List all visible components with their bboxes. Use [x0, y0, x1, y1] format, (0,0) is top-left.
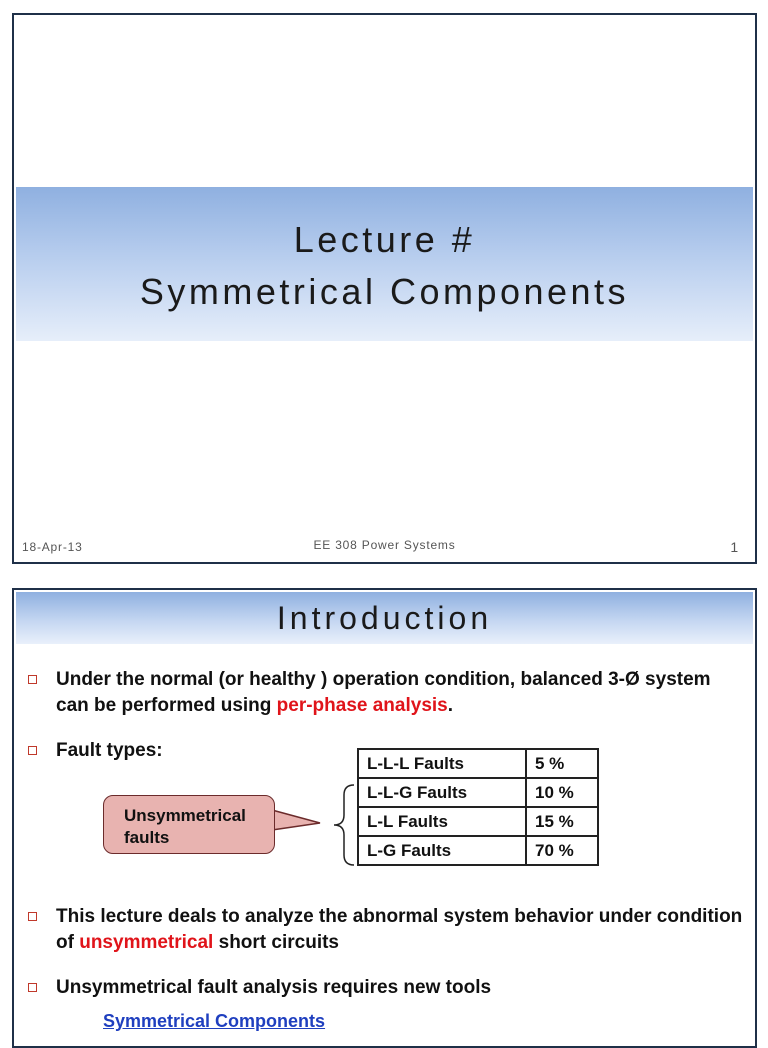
fault-type-cell: L-G Faults — [358, 836, 526, 865]
bullet-text-end: short circuits — [213, 932, 339, 953]
lecture-topic-title: Symmetrical Components — [139, 271, 630, 312]
fault-type-cell: L-L-G Faults — [358, 778, 526, 807]
footer-date: 18-Apr-13 — [22, 540, 83, 554]
bullet-text: Unsymmetrical fault analysis requires new tools — [56, 977, 492, 998]
lecture-number-title: Lecture # — [293, 219, 476, 260]
bullet-text-end: . — [447, 695, 454, 716]
highlight-unsymmetrical: unsymmetrical — [79, 932, 214, 953]
highlight-per-phase: per-phase analysis — [276, 695, 448, 716]
fault-type-cell: L-L-L Faults — [358, 749, 526, 778]
bullet-square-icon — [28, 746, 37, 755]
symmetrical-components-link[interactable]: Symmetrical Components — [103, 1011, 326, 1031]
table-row — [358, 749, 598, 778]
page-number: 1 — [730, 539, 739, 555]
slide-title: Introduction — [276, 600, 493, 636]
table-row — [358, 807, 598, 836]
fault-types-table — [357, 748, 599, 866]
title-slide — [12, 13, 757, 564]
fault-type-cell: L-L Faults — [358, 807, 526, 836]
fault-percent-cell: 15 % — [526, 807, 598, 836]
table-row — [358, 778, 598, 807]
bullet-square-icon — [28, 912, 37, 921]
unsymmetrical-faults-callout — [103, 795, 275, 854]
callout-pointer — [272, 810, 320, 830]
bullet-text: This lecture deals to analyze the abnormal system behavior under condition of — [56, 906, 743, 953]
fault-percent-cell: 10 % — [526, 778, 598, 807]
bullet-text: Fault types: — [56, 740, 163, 761]
fault-percent-cell: 70 % — [526, 836, 598, 865]
table-row — [358, 836, 598, 865]
fault-percent-cell: 5 % — [526, 749, 598, 778]
title-band — [16, 187, 753, 341]
footer-course: EE 308 Power Systems — [313, 538, 456, 552]
brace-icon — [334, 785, 354, 865]
callout-line1: Unsymmetrical — [124, 806, 246, 825]
bullet-square-icon — [28, 983, 37, 992]
bullet-text: Under the normal (or healthy ) operation condition, balanced 3-Ø system can be performed using — [56, 669, 711, 716]
callout-line2: faults — [124, 828, 170, 847]
brace-connector — [270, 780, 360, 875]
bullet-square-icon — [28, 675, 37, 684]
